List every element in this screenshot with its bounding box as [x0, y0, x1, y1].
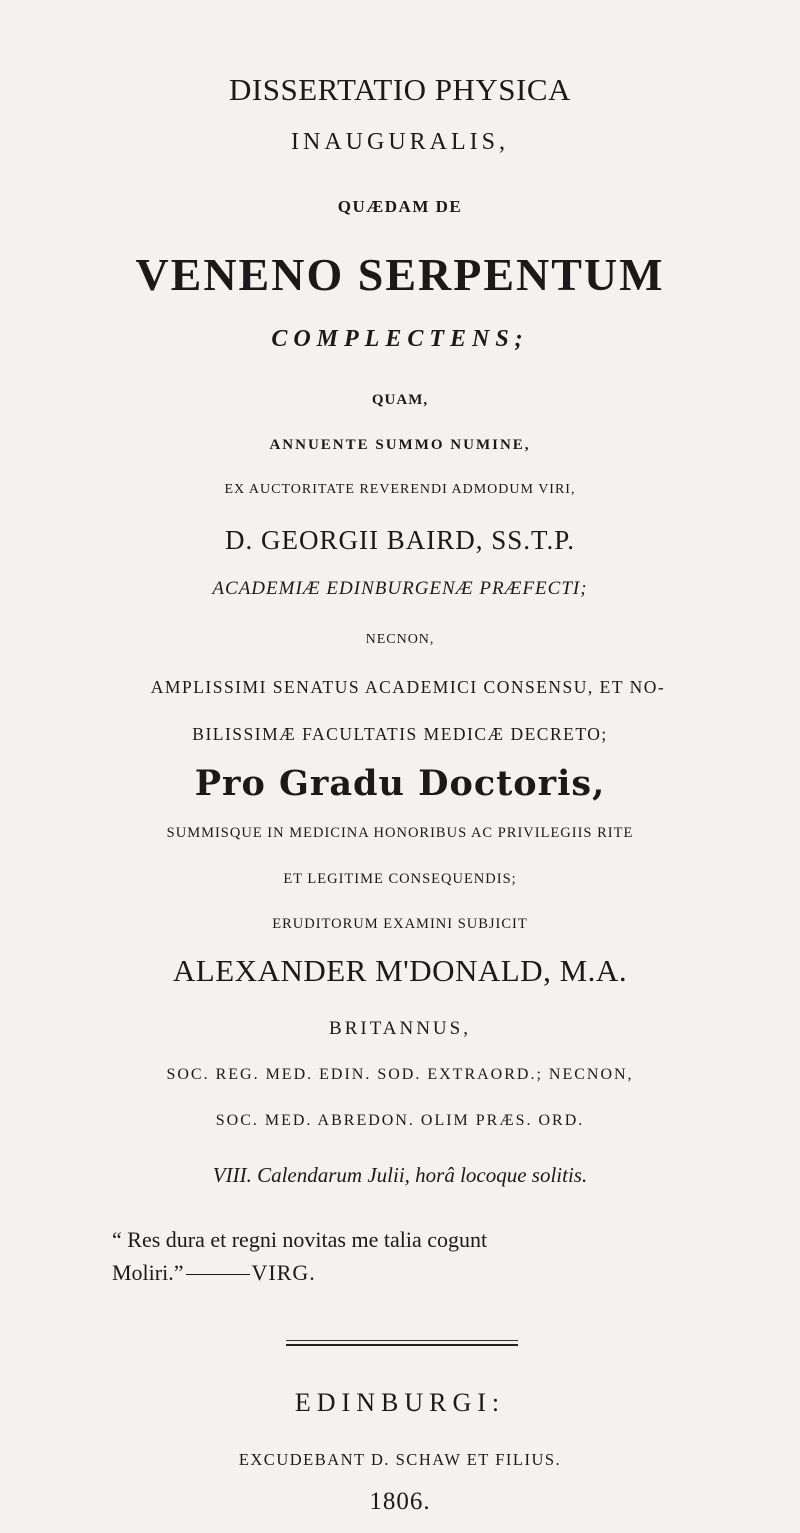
amplissimi-line: AMPLISSIMI SENATUS ACADEMICI CONSENSU, ET NO-: [150, 677, 666, 697]
author-name: ALEXANDER M'DONALD, M.A.: [172, 953, 628, 988]
degree-line: Pro Gradu Doctoris,: [194, 763, 606, 804]
title-line-5: COMPLECTENS;: [271, 326, 529, 352]
society-line-1: SOC. REG. MED. EDIN. SOD. EXTRAORD.; NECNON,: [166, 1066, 634, 1083]
annuente-line: ANNUENTE SUMMO NUMINE,: [269, 437, 531, 453]
legitime-line: ET LEGITIME CONSEQUENDIS;: [283, 871, 517, 887]
title-line-2: INAUGURALIS,: [291, 129, 509, 155]
title-line-1: DISSERTATIO PHYSICA: [229, 72, 571, 107]
epigraph-line-1: “ Res dura et regni novitas me talia cogunt: [112, 1227, 488, 1252]
main-title: VENENO SERPENTUM: [135, 249, 665, 300]
epigraph-dash: [186, 1274, 250, 1275]
divider-rule: [286, 1340, 518, 1346]
quam-line: QUAM,: [371, 392, 429, 408]
epigraph-line-2: [112, 1260, 316, 1286]
author-nationality: BRITANNUS,: [329, 1018, 471, 1039]
society-line-2: SOC. MED. ABREDON. OLIM PRÆS. ORD.: [215, 1112, 585, 1129]
eruditorum-line: ERUDITORUM EXAMINI SUBJICIT: [272, 916, 528, 932]
bilissimae-line: BILISSIMÆ FACULTATIS MEDICÆ DECRETO;: [192, 724, 608, 744]
imprint-city: EDINBURGI:: [294, 1388, 506, 1417]
imprint-printer: EXCUDEBANT D. SCHAW ET FILIUS.: [238, 1450, 562, 1469]
imprint-year: 1806.: [369, 1488, 431, 1515]
title-line-3: QUÆDAM DE: [337, 197, 463, 216]
date-line: VIII. Calendarum Julii, horâ locoque solitis.: [212, 1163, 588, 1187]
epigraph-line-2-text: Moliri.”: [112, 1260, 184, 1285]
academiae-line: ACADEMIÆ EDINBURGENÆ PRÆFECTI;: [212, 578, 588, 599]
necnon-line: NECNON,: [365, 632, 435, 647]
summisque-line: SUMMISQUE IN MEDICINA HONORIBUS AC PRIVILEGIIS RITE: [166, 825, 634, 841]
epigraph-attribution: VIRG.: [251, 1260, 316, 1285]
principal-name: D. GEORGII BAIRD, SS.T.P.: [224, 525, 576, 555]
auctoritate-line: EX AUCTORITATE REVERENDI ADMODUM VIRI,: [224, 482, 576, 497]
